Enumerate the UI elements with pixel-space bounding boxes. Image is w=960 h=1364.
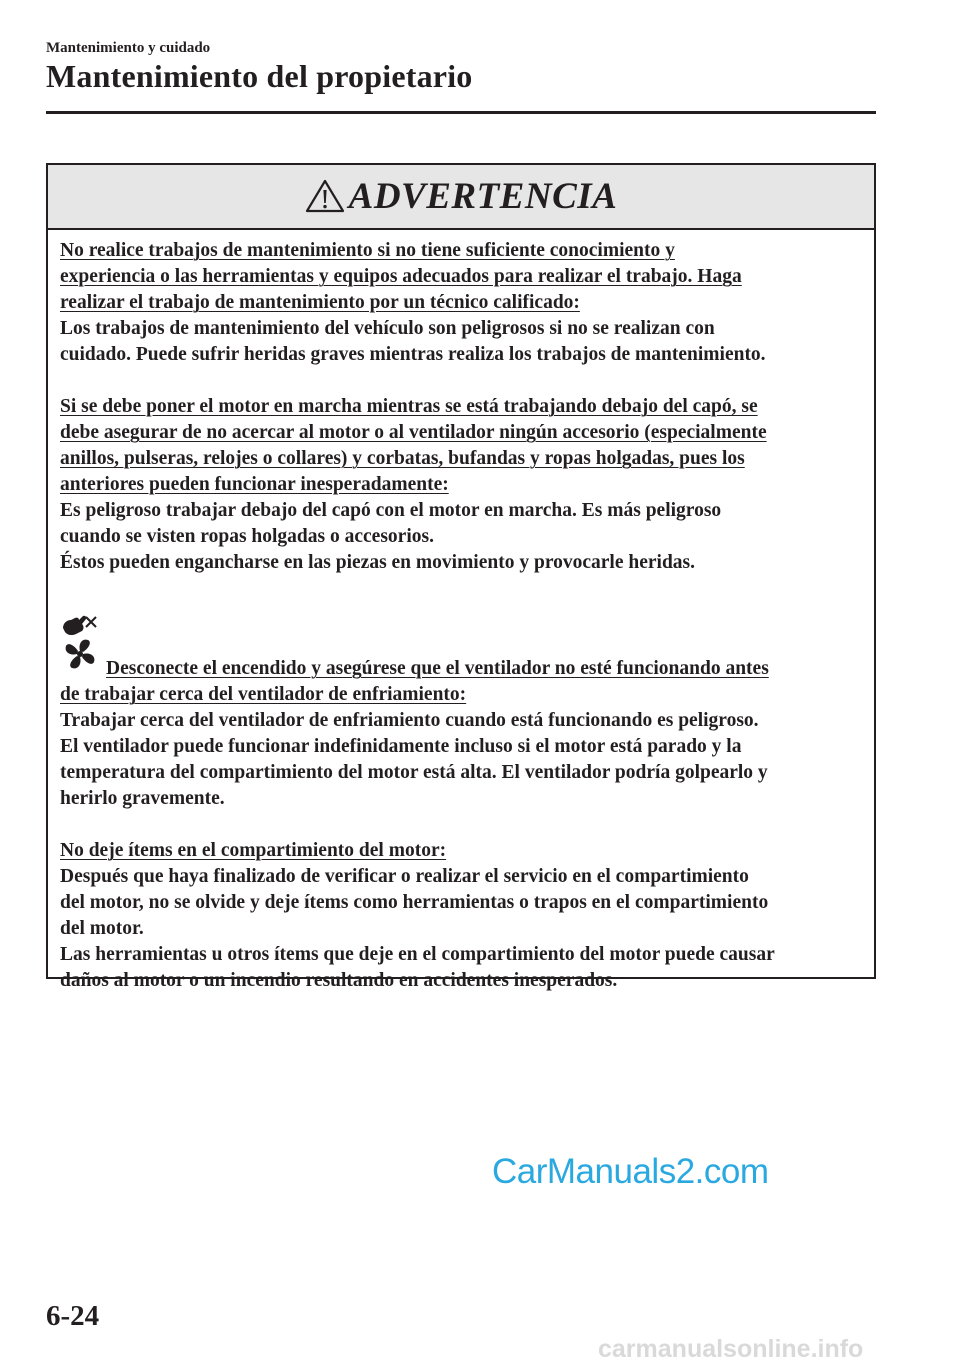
watermark-carmanualsonline: carmanualsonline.info bbox=[598, 1335, 864, 1363]
warning-line: cuando se visten ropas holgadas o accesorios. bbox=[60, 526, 434, 547]
warning-line: Las herramientas u otros ítems que deje en el compartimiento del motor puede causar bbox=[60, 944, 775, 965]
warning-line: No realice trabajos de mantenimiento si no tiene suficiente conocimiento y bbox=[60, 240, 675, 261]
watermark-carmanuals2: CarManuals2.com bbox=[492, 1152, 769, 1191]
fan-icon-spacer bbox=[60, 602, 862, 656]
warning-line: cuidado. Puede sufrir heridas graves mientras realiza los trabajos de mantenimiento. bbox=[60, 344, 766, 365]
warning-line: anillos, pulseras, relojes o collares) y corbatas, bufandas y ropas holgadas, pues los bbox=[60, 448, 745, 469]
warning-line: temperatura del compartimiento del motor está alta. El ventilador podría golpearlo y bbox=[60, 762, 768, 783]
warning-line: herirlo gravemente. bbox=[60, 788, 225, 809]
warning-line: Los trabajos de mantenimiento del vehículo son peligrosos si no se realizan con bbox=[60, 318, 715, 339]
fan-hand-icon bbox=[60, 614, 100, 670]
warning-line: realizar el trabajo de mantenimiento por un técnico calificado: bbox=[60, 292, 580, 313]
warning-line: Éstos pueden engancharse en las piezas en movimiento y provocarle heridas. bbox=[60, 552, 696, 573]
warning-line: Si se debe poner el motor en marcha mientras se está trabajando debajo del capó, se bbox=[60, 396, 758, 417]
warning-line: experiencia o las herramientas y equipos adecuados para realizar el trabajo. Haga bbox=[60, 266, 742, 287]
warning-title: ADVERTENCIA bbox=[348, 176, 618, 217]
warning-triangle-icon bbox=[305, 179, 345, 213]
warning-line: del motor, no se olvide y deje ítems como herramientas o trapos en el compartimiento bbox=[60, 892, 769, 913]
warning-line: Desconecte el encendido y asegúrese que el ventilador no esté funcionando antes bbox=[106, 658, 769, 679]
warning-line: No deje ítems en el compartimiento del motor: bbox=[60, 840, 447, 861]
page-number: 6-24 bbox=[46, 1300, 100, 1332]
warning-paragraph-2 bbox=[60, 394, 862, 576]
warning-line: daños al motor o un incendio resultando en accidentes inesperados. bbox=[60, 970, 618, 991]
warning-line: del motor. bbox=[60, 918, 144, 939]
warning-line: de trabajar cerca del ventilador de enfriamiento: bbox=[60, 684, 467, 705]
warning-header bbox=[48, 165, 874, 230]
warning-box bbox=[46, 163, 876, 991]
page-title: Mantenimiento del propietario bbox=[46, 58, 473, 94]
warning-line: debe asegurar de no acercar al motor o al ventilador ningún accesorio (especialmente bbox=[60, 422, 767, 443]
warning-paragraph-3 bbox=[60, 602, 862, 812]
warning-line: El ventilador puede funcionar indefinidamente incluso si el motor está parado y la bbox=[60, 736, 742, 757]
warning-line: Después que haya finalizado de verificar o realizar el servicio en el compartimiento bbox=[60, 866, 749, 887]
warning-line: anteriores pueden funcionar inesperadamente: bbox=[60, 474, 449, 495]
section-label: Mantenimiento y cuidado bbox=[46, 40, 211, 56]
warning-paragraph-1 bbox=[60, 238, 862, 368]
title-divider bbox=[46, 111, 876, 114]
warning-line: Es peligroso trabajar debajo del capó con el motor en marcha. Es más peligroso bbox=[60, 500, 722, 521]
warning-body bbox=[48, 230, 874, 994]
warning-paragraph-4 bbox=[60, 838, 862, 994]
warning-line: Trabajar cerca del ventilador de enfriamiento cuando está funcionando es peligroso. bbox=[60, 710, 759, 731]
